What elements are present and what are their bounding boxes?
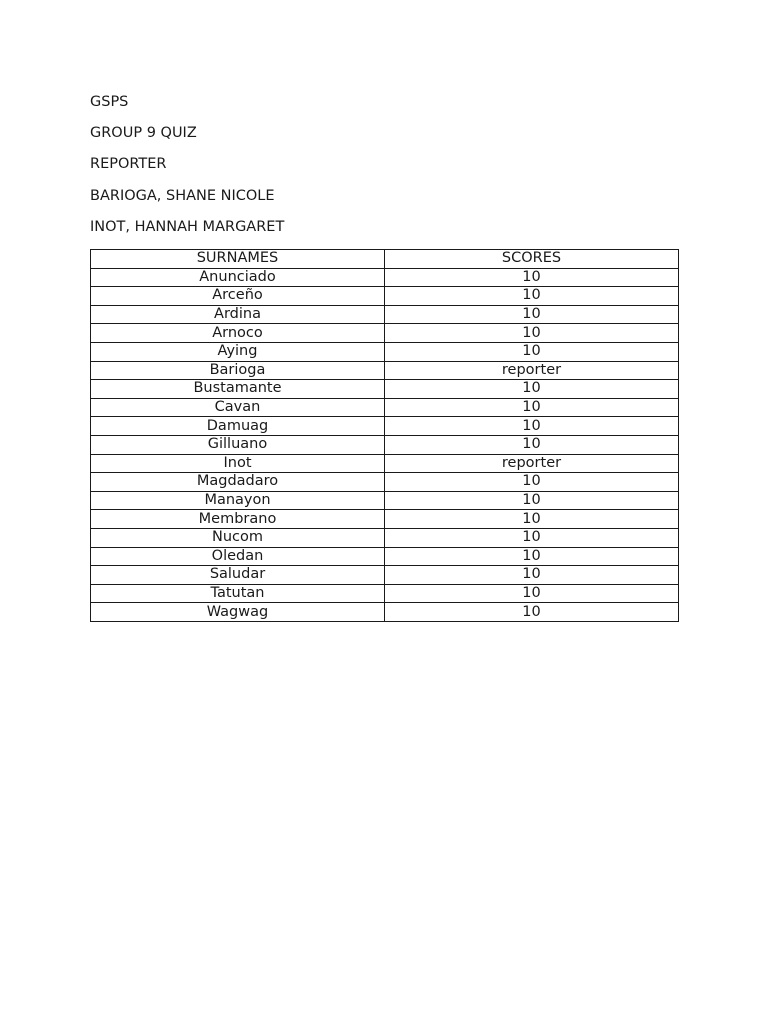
table-row — [91, 287, 679, 306]
score-cell: 10 — [385, 305, 679, 324]
surname-cell: Oledan — [91, 547, 385, 566]
school-label: GSPS — [90, 94, 129, 110]
reporter-name-1: BARIOGA, SHANE NICOLE — [90, 188, 275, 204]
surname-cell: Ardina — [91, 305, 385, 324]
score-cell: 10 — [385, 342, 679, 361]
surname-cell: Damuag — [91, 417, 385, 436]
score-cell: 10 — [385, 398, 679, 417]
column-header-surnames: SURNAMES — [91, 250, 385, 269]
surname-cell: Wagwag — [91, 603, 385, 622]
score-cell: 10 — [385, 324, 679, 343]
score-cell: reporter — [385, 361, 679, 380]
score-cell: 10 — [385, 603, 679, 622]
surname-cell: Gilluano — [91, 435, 385, 454]
surname-cell: Membrano — [91, 510, 385, 529]
table-header-row — [91, 250, 679, 269]
scores-table — [90, 249, 679, 622]
table-row — [91, 584, 679, 603]
score-cell: 10 — [385, 473, 679, 492]
score-cell: 10 — [385, 380, 679, 399]
table-row — [91, 342, 679, 361]
table-row — [91, 547, 679, 566]
table-row — [91, 380, 679, 399]
column-header-scores: SCORES — [385, 250, 679, 269]
score-cell: 10 — [385, 491, 679, 510]
surname-cell: Magdadaro — [91, 473, 385, 492]
score-cell: 10 — [385, 528, 679, 547]
table-row — [91, 473, 679, 492]
table-row — [91, 398, 679, 417]
table-row — [91, 566, 679, 585]
score-cell: 10 — [385, 510, 679, 529]
score-cell: 10 — [385, 268, 679, 287]
table-row — [91, 361, 679, 380]
surname-cell: Aying — [91, 342, 385, 361]
table-row — [91, 491, 679, 510]
surname-cell: Tatutan — [91, 584, 385, 603]
table-row — [91, 435, 679, 454]
table-row — [91, 510, 679, 529]
surname-cell: Inot — [91, 454, 385, 473]
score-cell: 10 — [385, 547, 679, 566]
surname-cell: Arnoco — [91, 324, 385, 343]
surname-cell: Arceño — [91, 287, 385, 306]
table-row — [91, 603, 679, 622]
surname-cell: Anunciado — [91, 268, 385, 287]
table-row — [91, 324, 679, 343]
surname-cell: Nucom — [91, 528, 385, 547]
table-row — [91, 454, 679, 473]
score-cell: 10 — [385, 287, 679, 306]
score-cell: 10 — [385, 566, 679, 585]
score-cell: 10 — [385, 417, 679, 436]
table-row — [91, 268, 679, 287]
reporter-name-2: INOT, HANNAH MARGARET — [90, 219, 285, 235]
surname-cell: Saludar — [91, 566, 385, 585]
surname-cell: Bustamante — [91, 380, 385, 399]
score-cell: reporter — [385, 454, 679, 473]
surname-cell: Manayon — [91, 491, 385, 510]
score-cell: 10 — [385, 584, 679, 603]
score-cell: 10 — [385, 435, 679, 454]
surname-cell: Cavan — [91, 398, 385, 417]
table-body — [91, 268, 679, 621]
table-row — [91, 417, 679, 436]
table-row — [91, 528, 679, 547]
table-row — [91, 305, 679, 324]
surname-cell: Barioga — [91, 361, 385, 380]
quiz-title: GROUP 9 QUIZ — [90, 125, 197, 141]
reporter-heading: REPORTER — [90, 156, 167, 172]
